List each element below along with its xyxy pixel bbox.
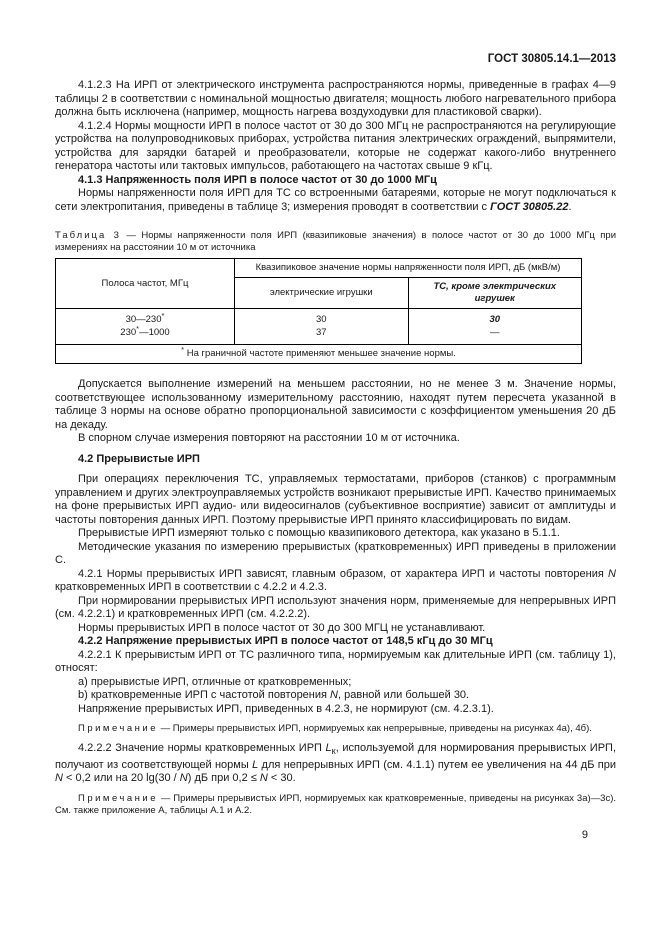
variable-n: N — [330, 689, 338, 701]
paragraph-distance: Допускается выполнение измерений на меньшем расстоянии, но не менее 3 м. Значение нормы, соответствующее использованному измерительному расстоянию, находят путем пересчета указанной в таблице 3 нормы на основе обратно пропорциональной зависимости с коэффициентом уменьшения 20 дБ на декаду. — [55, 378, 616, 431]
paragraph-4-2-1: 4.2.1 Нормы прерывистых ИРП зависят, главным образом, от характера ИРП и частоты повторения N кратковременных ИРП в соответствии с 4.2.2 и 4.2.3. — [55, 567, 616, 593]
table-3-caption — [55, 230, 616, 254]
variable-l: L — [252, 758, 259, 771]
note-text: — Примеры прерывистых ИРП, нормируемых как непрерывные, приведены на рисунках 4а), 4б). — [160, 723, 592, 734]
note-label: Примечание — [78, 723, 158, 734]
table-3-ts-values-cell — [408, 309, 582, 345]
table-3-ts-header-cell: ТС, кроме электрических игрушек — [408, 278, 582, 309]
note-label: Примечание — [78, 792, 158, 804]
list-item-a: a) прерывистые ИРП, отличные от кратковременных; — [78, 675, 352, 688]
note-1 — [55, 723, 616, 735]
heading-4-1-3: 4.1.3 Напряженность поля ИРП в полосе частот от 30 до 1000 МГц — [78, 173, 437, 186]
table-3-footnote-text: На граничной частоте применяют меньшее значение нормы. — [186, 348, 456, 359]
list-item-b: b) кратковременные ИРП с частотой повторения N, равной или большей 30. — [78, 689, 470, 701]
table-3-footnote-cell — [56, 345, 582, 364]
table-row — [56, 345, 582, 364]
paragraph-4-1-2-4: 4.1.2.4 Нормы мощности ИРП в полосе частот от 30 до 300 МГц не распространяются на регулирующие устройства на полупроводниковых приборах, устройства питания электрических ограждений, выпрямители, устройства для зарядки батарей и преобразователи, которые не содержат какого-либо внутреннего генератора частоты или тактовых импульсов, работающего на частотах свыше 9 кГц. — [55, 119, 616, 172]
band-value-line: 30—230* — [125, 310, 165, 325]
footnote-marker: * — [181, 344, 185, 354]
ts-value-line: — — [490, 327, 500, 338]
table-3 — [55, 258, 582, 364]
footnote-marker: * — [161, 310, 165, 320]
page-number: 9 — [581, 828, 588, 841]
table-row — [56, 309, 582, 345]
table-3-span-header-cell: Квазипиковое значение нормы напряженности поля ИРП, дБ (мкВ/м) — [235, 259, 582, 278]
toys-value-line: 37 — [315, 327, 327, 338]
table-3-caption-text: — Нормы напряженности поля ИРП (квазипиковые значения) в полосе частот от 30 до 1000 МГц при измерениях на расстоянии 10 м от источника — [55, 230, 616, 253]
band-value-line: 230*—1000 — [120, 323, 170, 338]
paragraph-dispute: В спорном случае измерения повторяют на расстоянии 10 м от источника. — [78, 432, 460, 444]
paragraph-4-2-1-norm: При нормировании прерывистых ИРП используют значения норм, применяемые для непрерывных ИРП (см. 4.2.2.1) и кратковременных ИРП (см. 4.2.2.2). — [55, 594, 616, 620]
gost-reference: ГОСТ 30805.22 — [490, 200, 569, 213]
table-3-band-values-cell — [56, 309, 235, 345]
paragraph-4-2-intro: При операциях переключения ТС, управляемых термостатами, приборов (станков) с программным управлением и других электроуправляемых устройств возникают прерывистые ИРП. Качество принимаемых на фоне прерывистых ИРП аудио- или видеосигналов (субъективное восприятие) зависит от амплитуды и частоты повторения данных ИРП. Поэтому прерывистые ИРП принято классифицировать по видам. — [55, 473, 616, 526]
table-row — [56, 259, 582, 278]
variable-n: N — [55, 772, 63, 785]
paragraph-4-2-1-no30: Нормы прерывистых ИРП в полосе частот от 30 до 300 МГЦ не устанавливают. — [78, 621, 486, 634]
paragraph-4-2-detector: Прерывистые ИРП измеряют только с помощью квазипикового детектора, как указано в 5.1.1. — [78, 527, 560, 539]
document-body — [55, 79, 616, 817]
paragraph-4-2-method: Методические указания по измерению прерывистых (кратковременных) ИРП приведены в приложении С. — [55, 540, 616, 566]
table-3-toys-values-cell — [235, 309, 409, 345]
paragraph-4-2-2-2: 4.2.2.2 Значение нормы кратковременных ИРП $L_к$, используемой для нормирования прерывистых ИРП, получают из соответствующей нормы L для непрерывных ИРП (см. 4.1.1) путем ее увеличения на 44 дБ при N < 0,2 или на 20 lg(30 / N) дБ при 0,2 ≤ N < 30. — [55, 742, 616, 785]
document-header — [55, 52, 616, 66]
paragraph-4-2-2-1: 4.2.2.1 К прерывистым ИРП от ТС различного типа, нормируемым как длительные ИРП (см. таблицу 1), относят: — [55, 648, 616, 674]
footnote-marker: * — [136, 323, 140, 333]
paragraph-4-1-2-3: 4.1.2.3 На ИРП от электрического инструмента распространяются нормы, приведенные в графах 4—9 таблицы 2 в соответствии с номинальной мощностью двигателя; мощность любого нагревательного прибора должна быть исключена (например, мощность нагрева воздуходувки для пластиковой сварки). — [55, 79, 616, 118]
toys-value-line: 30 — [315, 314, 327, 325]
ts-value-line: 30 — [489, 314, 501, 325]
paragraph-4-2-2-1-end: Напряжение прерывистых ИРП, приведенных в 4.2.3, не нормируют (см. 4.2.3.1). — [78, 702, 494, 715]
note-2 — [55, 793, 616, 817]
variable-l-subscript: к — [331, 746, 336, 757]
heading-4-2: 4.2 Прерывистые ИРП — [78, 452, 200, 465]
table-3-caption-label: Таблица 3 — [55, 230, 121, 241]
variable-n: N — [179, 772, 188, 785]
variable-n: N — [608, 567, 616, 580]
table-3-toys-header-cell: электрические игрушки — [235, 278, 409, 309]
heading-4-2-2: 4.2.2 Напряжение прерывистых ИРП в полосе частот от 148,5 кГц до 30 МГц — [78, 635, 493, 647]
doc-code: ГОСТ 30805.14.1—2013 — [487, 53, 616, 65]
variable-l: L — [325, 742, 332, 754]
variable-n: N — [259, 772, 268, 785]
table-3-band-header-cell: Полоса частот, МГц — [56, 259, 235, 309]
paragraph-4-1-3-intro: Нормы напряженности поля ИРП для ТС со встроенными батареями, которые не могут подключаться к сети электропитания, приведены в таблице 3; измерения проводят в соответствии с ГОСТ 30805.22. — [55, 187, 616, 213]
note-text: — Примеры прерывистых ИРП, нормируемых как кратковременные, приведены на рисунках 3а)—3с). См. также приложение А, таблицы А.1 и А.2. — [55, 792, 616, 816]
